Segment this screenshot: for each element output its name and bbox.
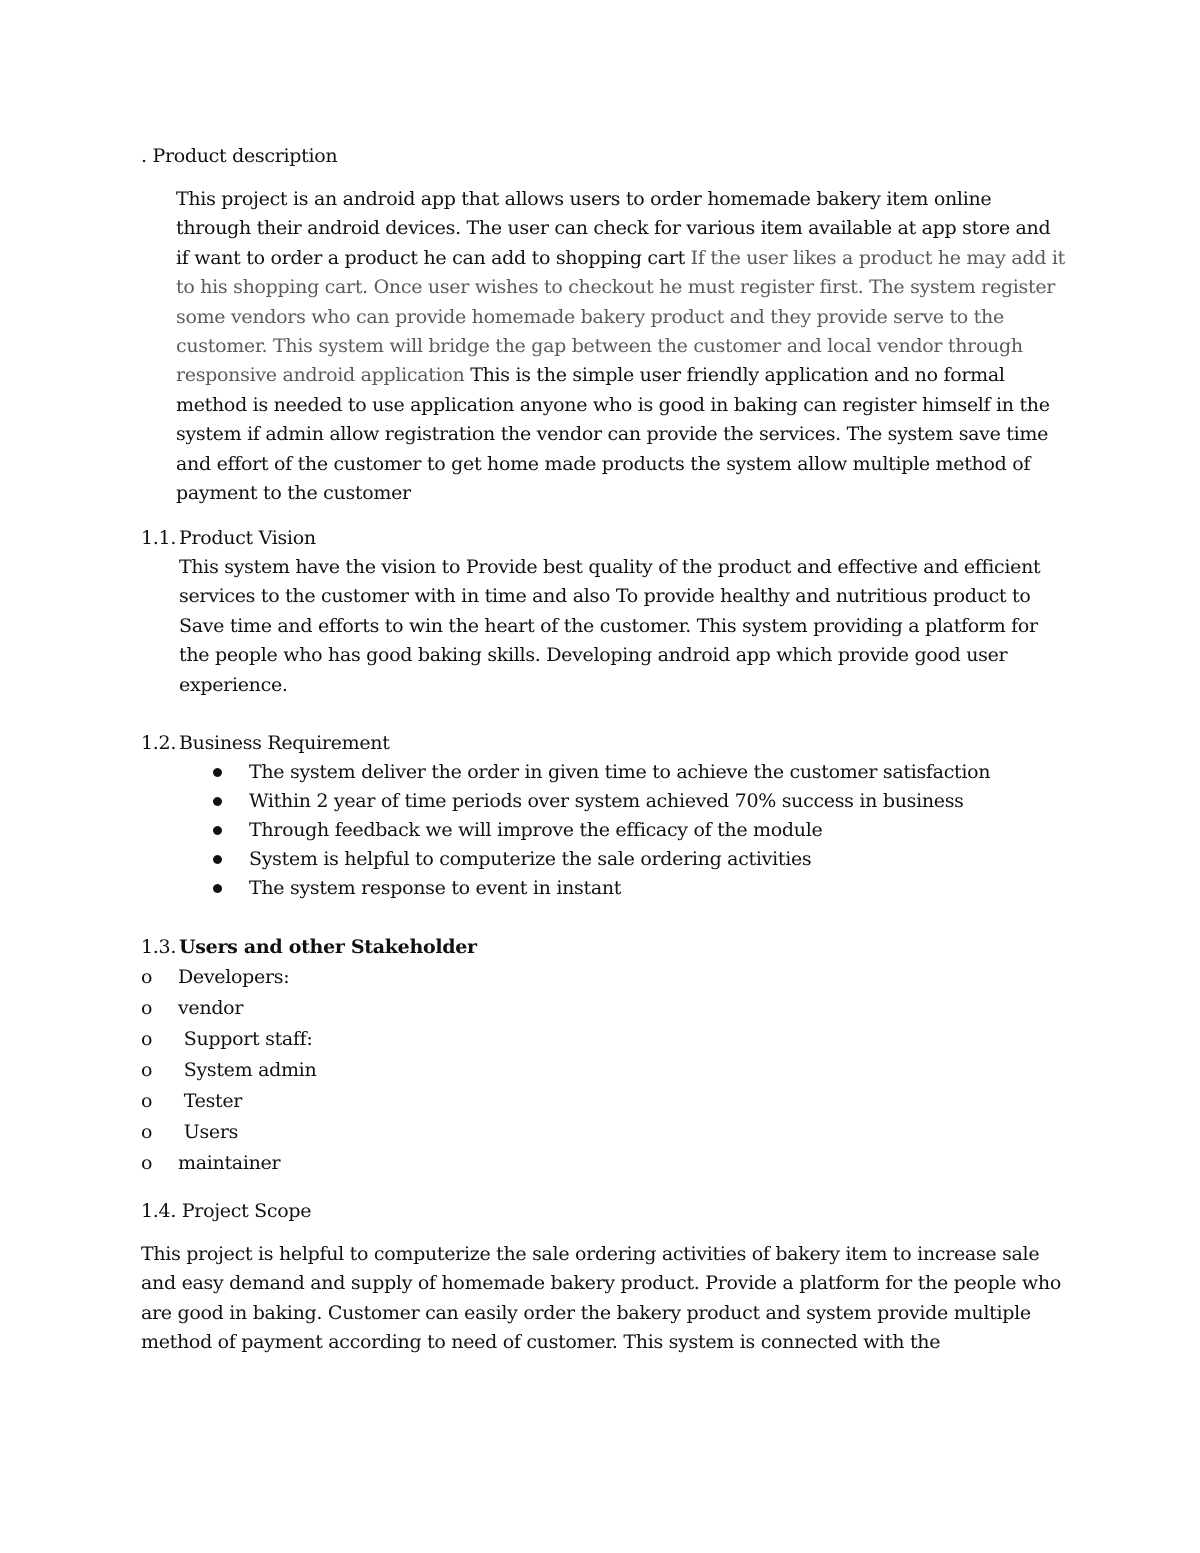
list-item-text: System admin xyxy=(178,1059,317,1081)
section-title: Business Requirement xyxy=(179,732,390,754)
list-item xyxy=(141,1086,316,1117)
list-marker: o xyxy=(141,997,153,1019)
intro-text-part-3: This is the simple user friendly application and no formal method is needed to use application anyone who is good in baking can register himself in the system if admin allow registration the vendor can provide the services. The system save time and effort of the customer to get home made products the system allow multiple method of payment to the customer xyxy=(176,364,1050,505)
list-item-text: Through feedback we will improve the efficacy of the module xyxy=(249,819,823,841)
section-heading-project-scope xyxy=(141,1199,311,1223)
bullet-icon xyxy=(213,797,222,806)
list-marker: o xyxy=(141,1152,153,1174)
section-heading-stakeholders xyxy=(141,935,477,959)
list-item xyxy=(141,1055,316,1086)
list-item xyxy=(141,1024,316,1055)
list-item-text: The system response to event in instant xyxy=(249,877,622,899)
bullet-icon xyxy=(213,884,222,893)
list-marker: o xyxy=(141,966,153,988)
section-heading-product-vision xyxy=(141,526,316,550)
intro-text-part-2: If the user likes a product he may add it to his shopping cart. Once user wishes to checkout he must register first. The system register some vendors who can provide homemade bakery product and they provide serve to the customer. This system will bridge the gap between the customer and local vendor through responsive android application xyxy=(176,246,1065,387)
project-scope-text: This project is helpful to computerize the sale ordering activities of bakery item to increase sale and easy demand and supply of homemade bakery product. Provide a platform for the people who are good in baking. Customer can easily order the bakery product and system provide multiple method of payment according to need of customer. This system is connected with the xyxy=(141,1243,1061,1354)
section-number: 1.1. xyxy=(141,527,177,549)
section-number: 1.4. xyxy=(141,1200,177,1222)
section-number: 1.3. xyxy=(141,936,177,958)
product-description-paragraph xyxy=(176,185,1066,508)
section-number: 1.2. xyxy=(141,732,177,754)
list-item-text: Tester xyxy=(178,1090,243,1112)
list-item xyxy=(141,962,316,993)
list-item-text: maintainer xyxy=(178,1152,281,1174)
bullet-icon xyxy=(213,768,222,777)
section-title: Product Vision xyxy=(179,527,316,549)
stakeholder-list xyxy=(141,962,316,1179)
project-scope-paragraph xyxy=(141,1240,1061,1358)
list-marker: o xyxy=(141,1059,153,1081)
list-marker: o xyxy=(141,1028,153,1050)
list-item-text: Developers: xyxy=(178,966,290,988)
list-item-text: The system deliver the order in given time to achieve the customer satisfaction xyxy=(249,761,991,783)
section-heading-business-requirement xyxy=(141,731,390,755)
list-item xyxy=(213,874,990,903)
list-item-text: System is helpful to computerize the sale ordering activities xyxy=(249,848,812,870)
list-item-text: vendor xyxy=(178,997,244,1019)
list-item xyxy=(141,993,316,1024)
list-item xyxy=(141,1117,316,1148)
list-item-text: Within 2 year of time periods over system achieved 70% success in business xyxy=(249,790,964,812)
list-item-text: Users xyxy=(178,1121,239,1143)
list-item-text: Support staff: xyxy=(178,1028,313,1050)
list-item xyxy=(141,1148,316,1179)
list-item xyxy=(213,845,990,874)
bullet-icon xyxy=(213,826,222,835)
list-item xyxy=(213,758,990,787)
bullet-icon xyxy=(213,855,222,864)
list-marker: o xyxy=(141,1090,153,1112)
intro-text-part-1: This project is an android app that allows users to order homemade bakery item online through their android devices. The user can check for various item available at app store and if want to order a product he can add to shopping cart xyxy=(176,188,1051,269)
product-vision-text: This system have the vision to Provide best quality of the product and effective and efficient services to the customer with in time and also To provide healthy and nutritious product to Save time and efforts to win the heart of the customer. This system providing a platform for the people who has good baking skills. Developing android app which provide good user experience. xyxy=(179,556,1041,696)
list-item xyxy=(213,816,990,845)
business-requirement-list xyxy=(213,758,990,903)
product-description-heading: . Product description xyxy=(141,145,338,167)
product-vision-paragraph xyxy=(179,553,1059,700)
section-title: Users and other Stakeholder xyxy=(179,936,477,958)
list-marker: o xyxy=(141,1121,153,1143)
section-title: Project Scope xyxy=(181,1200,312,1222)
list-item xyxy=(213,787,990,816)
